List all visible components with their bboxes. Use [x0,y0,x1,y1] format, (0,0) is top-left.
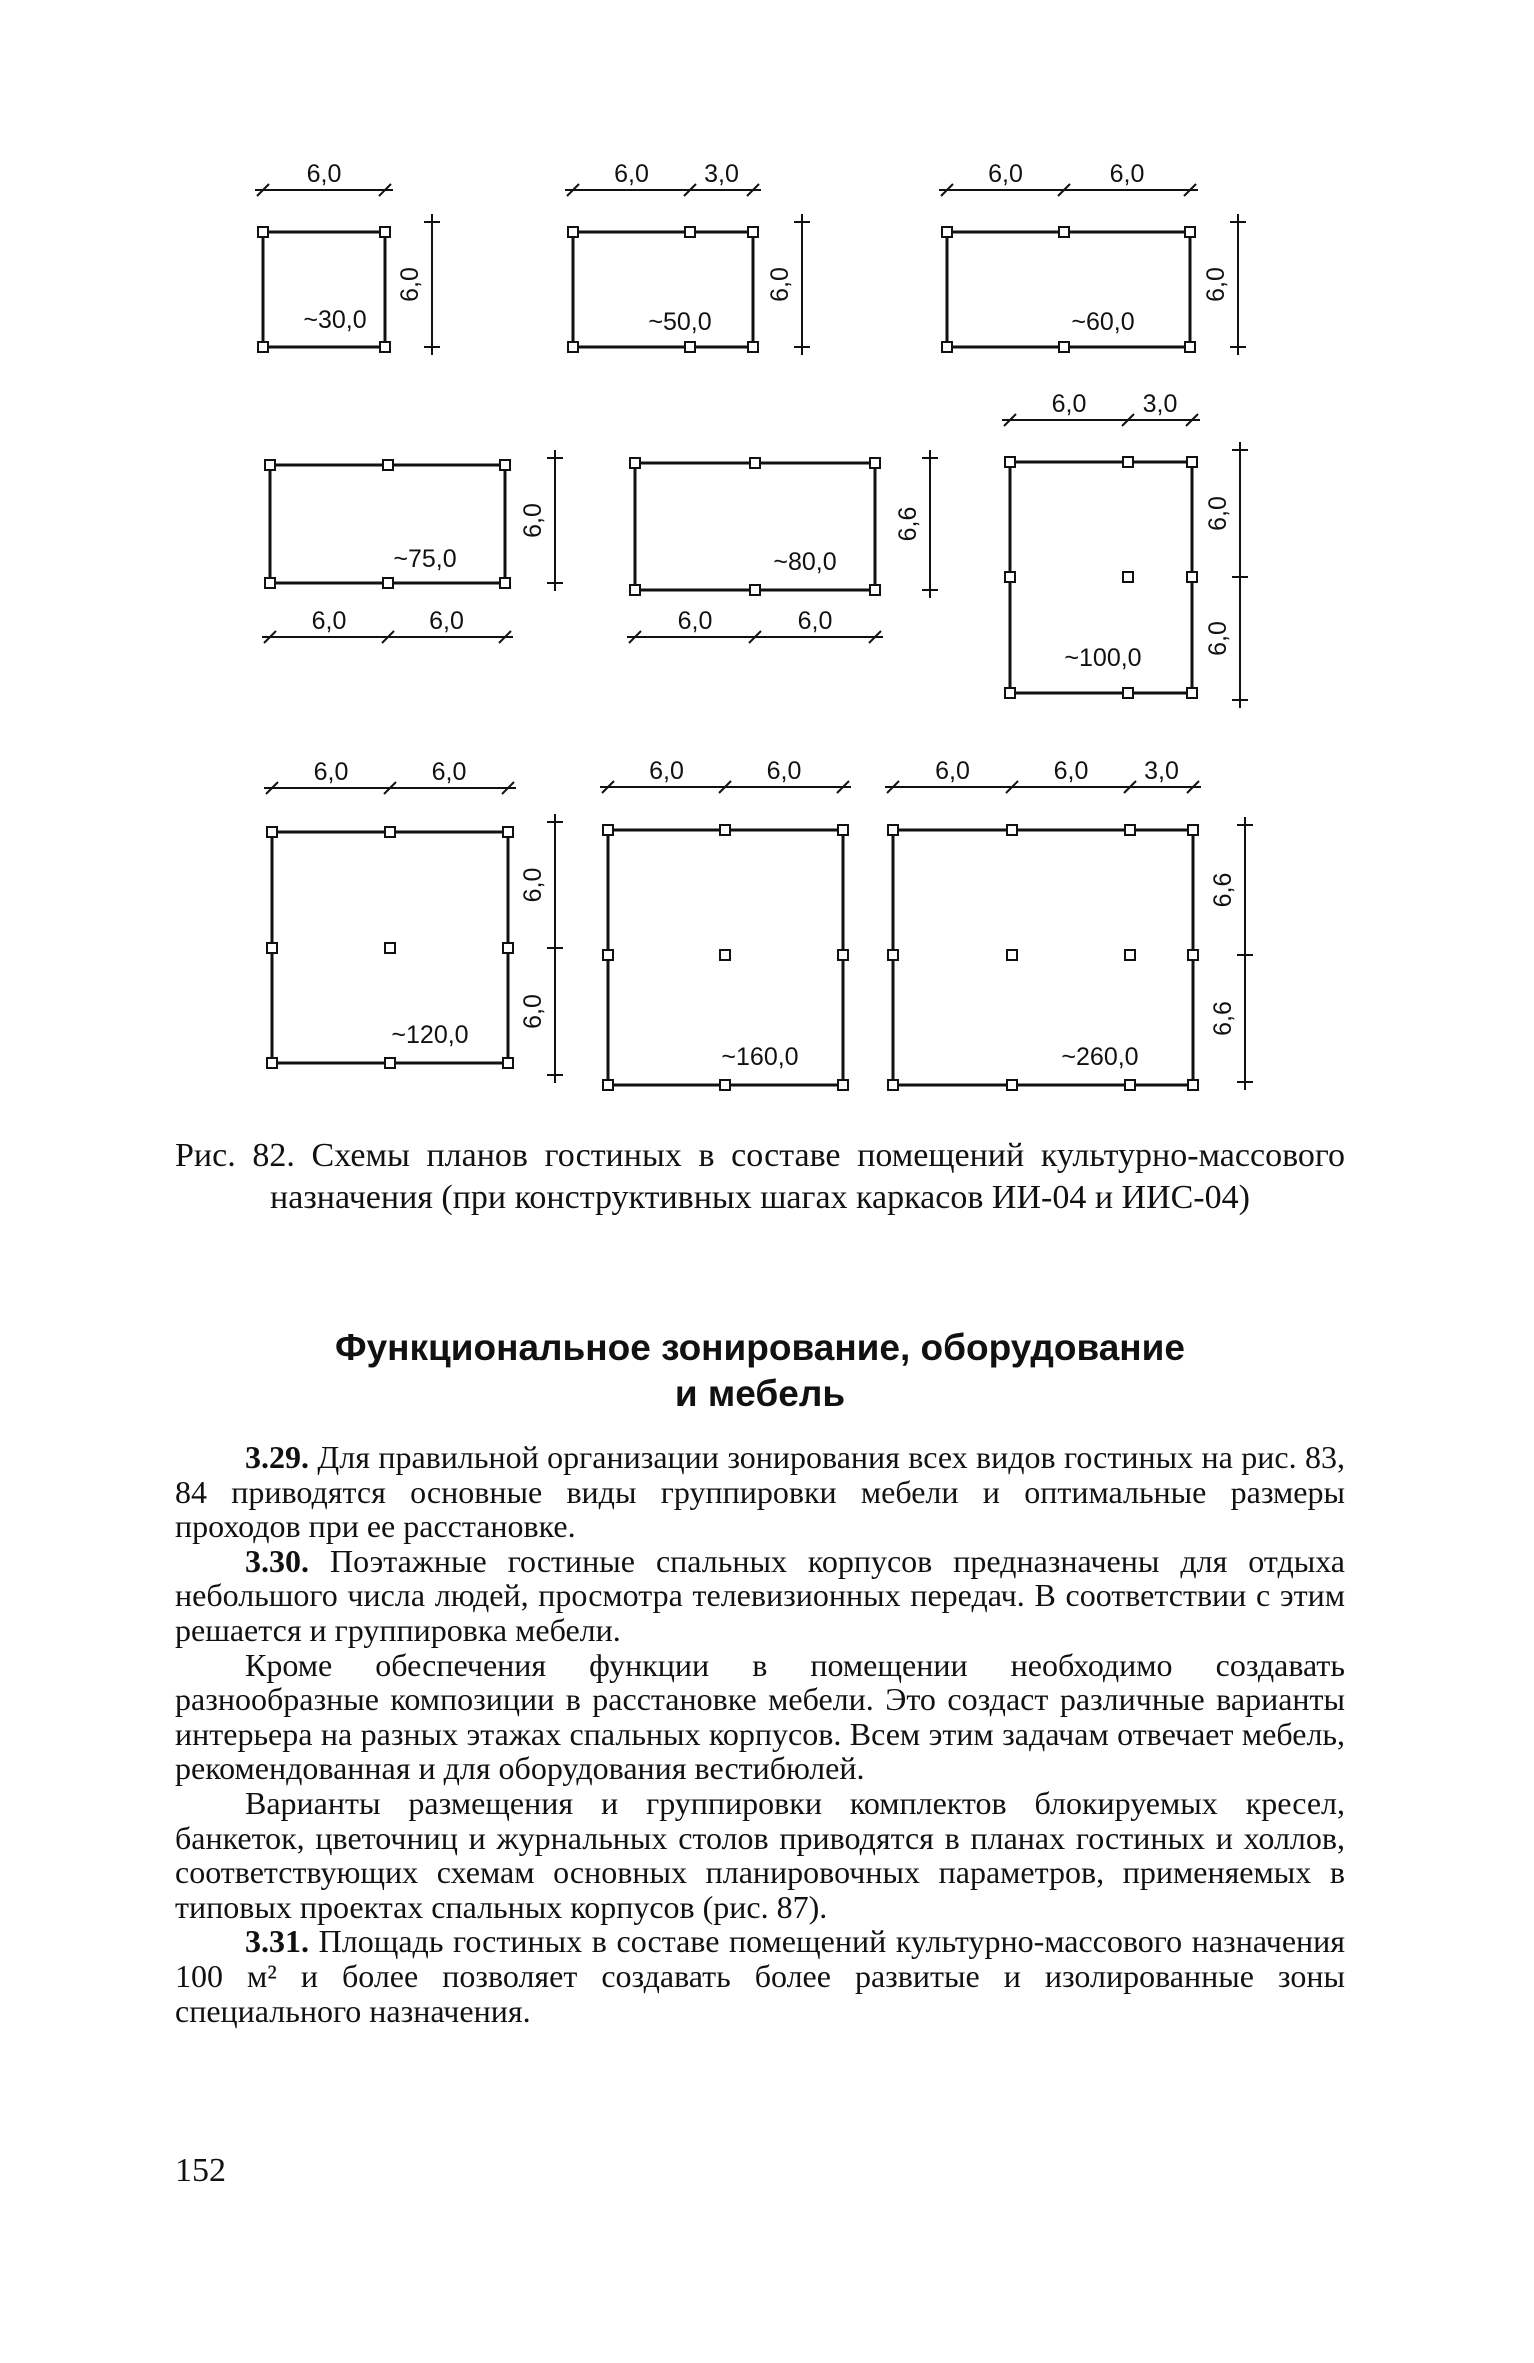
column-marker [267,943,277,953]
dimension-label: 6,0 [935,757,970,785]
page-number: 152 [175,2152,226,2189]
column-marker [1187,457,1197,467]
column-marker [265,460,275,470]
column-marker [630,458,640,468]
column-marker [603,950,613,960]
dimension-label: 3,0 [1144,757,1179,785]
plan-area-label: ~160,0 [721,1043,799,1071]
section-heading-line-1: Функциональное зонирование, оборудование [335,1327,1185,1368]
column-marker [500,460,510,470]
plan-area-label: ~50,0 [648,308,712,336]
column-marker [383,460,393,470]
column-marker [1007,1080,1017,1090]
column-marker [1007,825,1017,835]
section-heading [175,1325,1345,1417]
paragraph-text: Кроме обеспечения функции в помещении необходимо создавать разнообразные композиции в расстановке мебели. Это создаст различные варианты интерьера на разных этажах спальных корпусов. Всем этим задачам отвечает мебель, рекомендованная и для оборудования вестибюлей. [175,1646,1345,1787]
paragraph-3-30 [175,1544,1345,1648]
dimension-label: 6,0 [1053,757,1089,785]
dimension-label: 6,0 [1204,496,1232,531]
paragraph-number: 3.30. [245,1542,309,1579]
column-marker [267,827,277,837]
column-marker [1005,572,1015,582]
column-marker [750,585,760,595]
plan-outline [947,232,1190,347]
plan-area-label: ~260,0 [1061,1043,1139,1071]
column-marker [503,943,513,953]
column-marker [750,458,760,468]
column-marker [888,825,898,835]
column-marker [748,342,758,352]
dimension-label: 3,0 [704,160,739,188]
column-marker [748,227,758,237]
column-marker [1123,572,1133,582]
dimension-label: 6,0 [1202,267,1230,302]
column-marker [838,950,848,960]
column-marker [685,227,695,237]
column-marker [1059,227,1069,237]
dimension-label: 6,0 [766,267,794,302]
column-marker [720,1080,730,1090]
column-marker [383,578,393,588]
dimension-label: 6,0 [311,607,347,635]
column-marker [385,1058,395,1068]
column-marker [1125,825,1135,835]
column-marker [568,227,578,237]
column-marker [568,342,578,352]
dimension-label: 3,0 [1142,390,1178,418]
column-marker [1185,227,1195,237]
column-marker [385,827,395,837]
paragraph-3-30-cont-1 [175,1648,1345,1786]
dimension-label: 6,0 [766,757,802,785]
column-marker [1188,825,1198,835]
dimension-label: 6,6 [894,506,922,542]
column-marker [265,578,275,588]
column-marker [380,227,390,237]
plan-outline [893,830,1193,1085]
column-marker [380,342,390,352]
column-marker [630,585,640,595]
column-marker [258,342,268,352]
dimension-label: 6,0 [988,160,1023,188]
column-marker [838,1080,848,1090]
plan-outline [270,465,505,583]
dimension-label: 6,0 [614,160,649,188]
column-marker [888,1080,898,1090]
dimension-label: 6,0 [313,758,349,786]
column-marker [603,825,613,835]
column-marker [258,227,268,237]
paragraph-3-31 [175,1924,1345,2028]
dimension-label: 6,0 [1204,621,1232,656]
column-marker [1007,950,1017,960]
dimension-label: 6,0 [677,607,713,635]
paragraph-text: Варианты размещения и группировки комплектов блокируемых кресел, банкеток, цветочниц и журнальных столов приводятся в планах гостиных и холлов, соответствующих схемам основных планировочных параметров, применяемых в типовых проектах спальных корпусов (рис. 87). [175,1784,1345,1925]
dimension-label: 6,0 [396,267,424,302]
floor-plan-diagrams [0,0,1534,1130]
dimension-label: 6,0 [1109,160,1145,188]
dimension-label: 6,0 [429,607,464,635]
dimension-label: 6,6 [1209,872,1237,908]
column-marker [1187,688,1197,698]
dimension-label: 6,6 [1209,1001,1237,1036]
section-heading-line-2: и мебель [674,1373,846,1414]
dimension-label: 6,0 [1051,390,1087,418]
column-marker [720,825,730,835]
column-marker [1125,1080,1135,1090]
column-marker [1123,688,1133,698]
paragraph-3-30-cont-2 [175,1786,1345,1924]
column-marker [1125,950,1135,960]
column-marker [503,827,513,837]
column-marker [870,585,880,595]
figure-caption: Рис. 82. Схемы планов гостиных в составе помещений культурно-массового назначения (при конструктивных шагах каркасов ИИ-04 и ИИС-04) [175,1137,1345,1216]
column-marker [1185,342,1195,352]
paragraph-3-29 [175,1440,1345,1544]
column-marker [1123,457,1133,467]
column-marker [942,342,952,352]
paragraph-number: 3.31. [245,1923,309,1960]
column-marker [1005,688,1015,698]
plan-outline [635,463,875,590]
plan-area-label: ~120,0 [391,1021,469,1049]
body-text [175,1440,1345,2028]
column-marker [503,1058,513,1068]
column-marker [1005,457,1015,467]
column-marker [500,578,510,588]
dimension-label: 6,0 [649,757,684,785]
column-marker [720,950,730,960]
plan-area-label: ~75,0 [393,545,457,573]
column-marker [838,825,848,835]
dimension-label: 6,0 [431,758,467,786]
paragraph-text: Поэтажные гостиные спальных корпусов предназначены для отдыха небольшого числа людей, просмотра телевизионных передач. В соответствии с этим решается и группировка мебели. [175,1542,1345,1648]
dimension-label: 6,0 [519,994,547,1029]
plan-area-label: ~60,0 [1071,308,1135,336]
dimension-label: 6,0 [797,607,833,635]
column-marker [603,1080,613,1090]
plan-area-label: ~100,0 [1064,644,1142,672]
dimension-label: 6,0 [519,867,547,903]
column-marker [1059,342,1069,352]
dimension-label: 6,0 [306,160,342,188]
column-marker [888,950,898,960]
paragraph-text: Площадь гостиных в составе помещений культурно-массового назначения 100 м² и более позволяет создавать более развитые и изолированные зоны специального назначения. [175,1923,1345,2029]
paragraph-text: Для правильной организации зонирования всех видов гостиных на рис. 83, 84 приводятся основные виды группировки мебели и оптимальные размеры проходов при ее расстановке. [175,1439,1345,1545]
column-marker [1188,1080,1198,1090]
column-marker [685,342,695,352]
column-marker [267,1058,277,1068]
plan-area-label: ~80,0 [773,548,837,576]
column-marker [942,227,952,237]
paragraph-number: 3.29. [245,1439,309,1475]
dimension-label: 6,0 [519,503,547,538]
plan-area-label: ~30,0 [303,306,367,334]
column-marker [1187,572,1197,582]
column-marker [870,458,880,468]
column-marker [385,943,395,953]
column-marker [1188,950,1198,960]
